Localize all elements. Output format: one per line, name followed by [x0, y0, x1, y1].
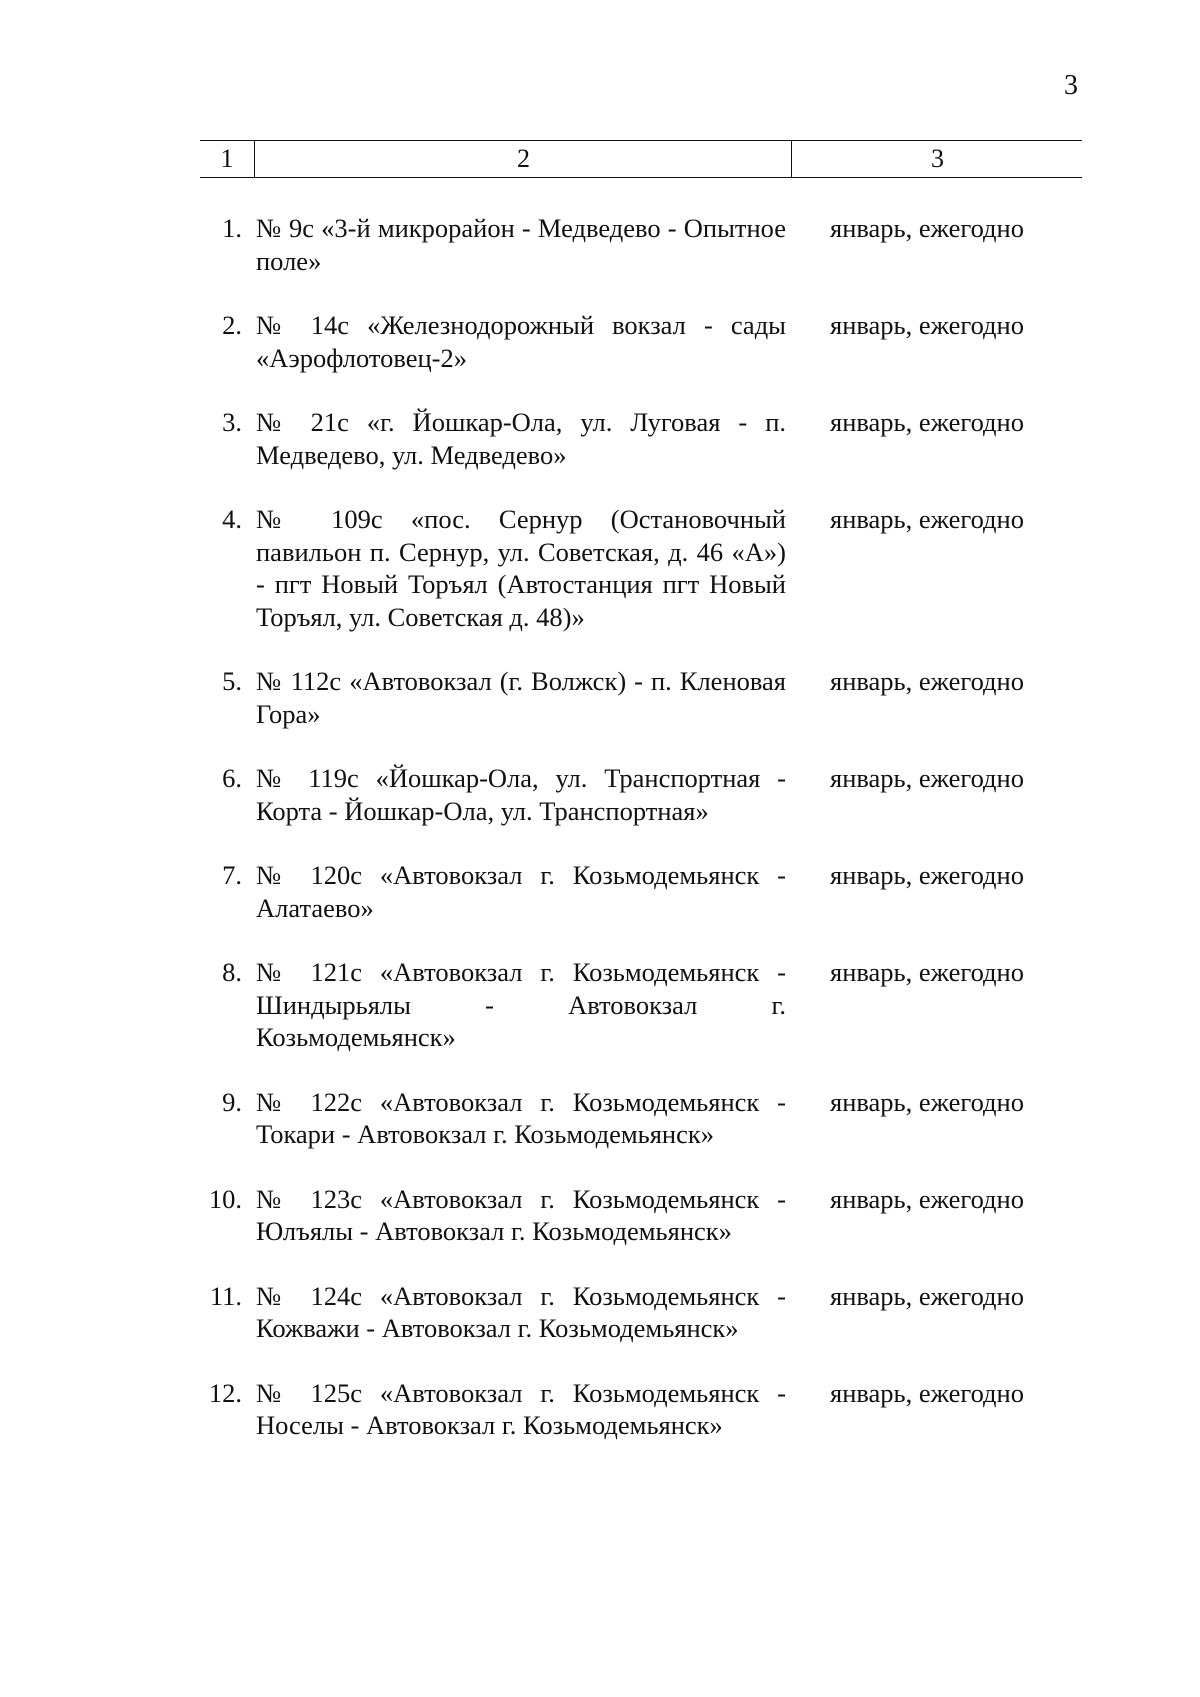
table-header [200, 140, 1082, 178]
header-col-3: 3 [931, 144, 944, 173]
row-number: 3. [222, 407, 242, 437]
row-number: 5. [222, 666, 242, 696]
route-description: № 9с «3-й микрорайон - Медведево - Опытное поле» [256, 213, 786, 276]
row-number: 8. [222, 957, 242, 987]
table-row [200, 1086, 1082, 1151]
table-row [200, 1183, 1082, 1248]
row-number: 11. [209, 1280, 242, 1311]
route-description: № 121с «Автовокзал г. Козьмодемьянск - Шиндырьялы - Автовокзал г. Козьмодемьянск» [256, 957, 786, 1052]
table-row [200, 956, 1082, 1054]
table-row [200, 212, 1082, 277]
table-row [200, 309, 1082, 374]
page-number: 3 [1064, 70, 1078, 101]
route-description: № 122с «Автовокзал г. Козьмодемьянск - Токари - Автовокзал г. Козьмодемьянск» [256, 1086, 786, 1149]
route-description: № 14с «Железнодорожный вокзал - сады «Аэрофлотовец-2» [256, 310, 786, 373]
route-period: январь, ежегодно [830, 860, 1024, 890]
row-number: 12. [208, 1377, 242, 1408]
route-period: январь, ежегодно [830, 407, 1024, 437]
route-period: январь, ежегодно [830, 1280, 1024, 1311]
route-description: № 124с «Автовокзал г. Козьмодемьянск - Кожважи - Автовокзал г. Козьмодемьянск» [256, 1280, 786, 1343]
route-period: январь, ежегодно [830, 1086, 1024, 1117]
header-col-1: 1 [200, 141, 255, 177]
route-description: № 109с «пос. Сернур (Остановочный павильон п. Сернур, ул. Советская, д. 46 «А») - пгт Новый Торъял (Автостанция пгт Новый Торъял, ул. Советская д. 48)» [256, 504, 786, 632]
route-table [200, 212, 1082, 1474]
row-number: 10. [208, 1183, 242, 1214]
table-row [200, 1377, 1082, 1442]
route-period: январь, ежегодно [830, 666, 1024, 696]
route-period: январь, ежегодно [830, 213, 1024, 243]
table-row [200, 503, 1082, 633]
row-number: 1. [222, 213, 242, 243]
table-row [200, 406, 1082, 471]
row-number: 6. [222, 763, 242, 793]
route-period: январь, ежегодно [830, 504, 1024, 534]
row-number: 7. [222, 860, 242, 890]
route-description: № 120с «Автовокзал г. Козьмодемьянск - Алатаево» [256, 860, 786, 923]
table-row [200, 859, 1082, 924]
table-row [200, 762, 1082, 827]
route-description: № 119с «Йошкар-Ола, ул. Транспортная - Корта - Йошкар-Ола, ул. Транспортная» [256, 763, 786, 826]
route-description: № 125с «Автовокзал г. Козьмодемьянск - Носелы - Автовокзал г. Козьмодемьянск» [256, 1377, 786, 1440]
route-period: январь, ежегодно [830, 1183, 1024, 1214]
table-row [200, 665, 1082, 730]
row-number: 2. [222, 310, 242, 340]
route-period: январь, ежегодно [830, 1377, 1024, 1408]
route-description: № 112с «Автовокзал (г. Волжск) - п. Кленовая Гора» [256, 666, 786, 729]
table-row [200, 1280, 1082, 1345]
row-number: 4. [222, 504, 242, 534]
route-period: январь, ежегодно [830, 957, 1024, 987]
route-period: январь, ежегодно [830, 310, 1024, 340]
route-description: № 123с «Автовокзал г. Козьмодемьянск - Юлъялы - Автовокзал г. Козьмодемьянск» [256, 1183, 786, 1246]
route-period: январь, ежегодно [830, 763, 1024, 793]
row-number: 9. [222, 1086, 242, 1117]
header-col-2: 2 [256, 141, 792, 177]
route-description: № 21с «г. Йошкар-Ола, ул. Луговая - п. Медведево, ул. Медведево» [256, 407, 786, 470]
